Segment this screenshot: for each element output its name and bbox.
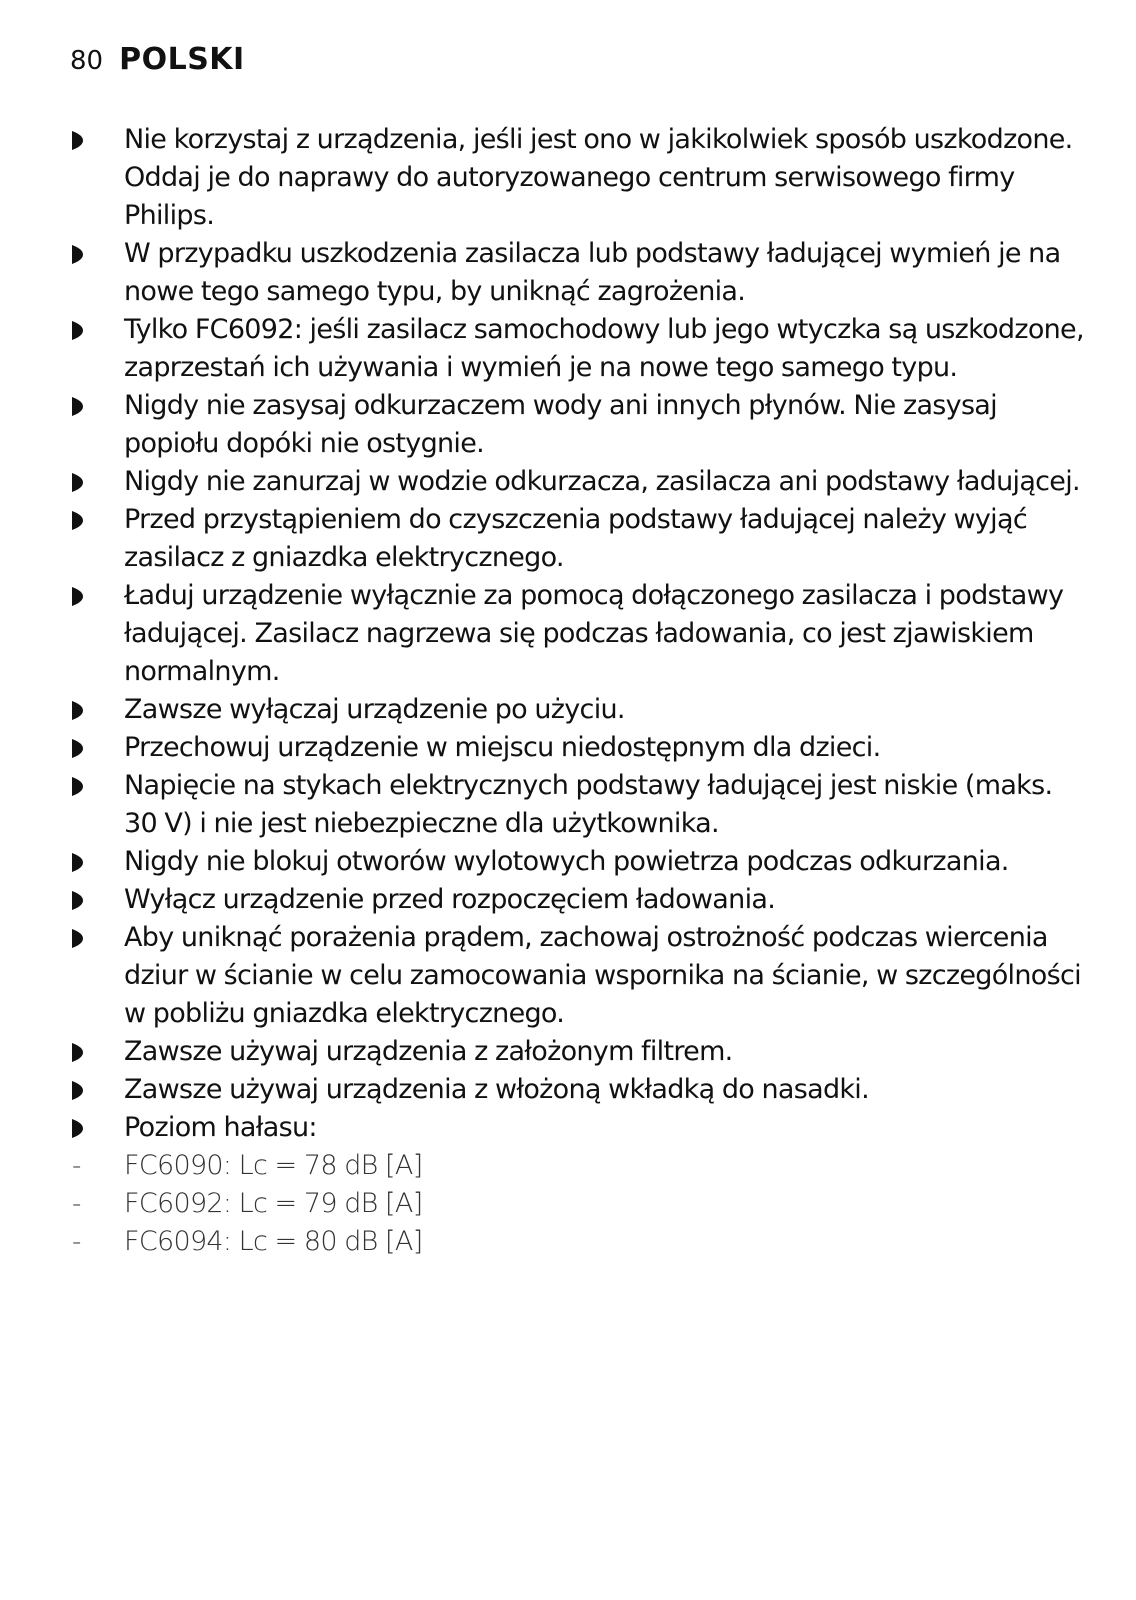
list-item-text: Nie korzystaj z urządzenia, jeśli jest ono w jakikolwiek sposób uszkodzone. Oddaj je do naprawy do autoryzowanego centrum serwisowego firmy Philips. [124, 124, 1073, 231]
list-item [70, 121, 1090, 235]
triangle-bullet-icon [72, 131, 83, 150]
triangle-bullet-icon [72, 1043, 83, 1062]
list-item [70, 1109, 1090, 1147]
triangle-bullet-icon [72, 1119, 83, 1138]
list-item [70, 843, 1090, 881]
list-item-text: Nigdy nie zasysaj odkurzaczem wody ani innych płynów. Nie zasysaj popiołu dopóki nie ostygnie. [124, 390, 997, 459]
list-item-text: Zawsze wyłączaj urządzenie po użyciu. [124, 694, 625, 725]
dash-icon: - [72, 1189, 81, 1219]
list-item [70, 1033, 1090, 1071]
list-item [70, 311, 1090, 387]
triangle-bullet-icon [72, 511, 83, 530]
list-item-text: Poziom hałasu: [124, 1112, 317, 1143]
list-item-text: Nigdy nie blokuj otworów wylotowych powietrza podczas odkurzania. [124, 846, 1009, 877]
list-item [70, 767, 1090, 843]
page-header [70, 42, 245, 86]
triangle-bullet-icon [72, 1081, 83, 1100]
list-item [70, 501, 1090, 577]
list-item-text: Nigdy nie zanurzaj w wodzie odkurzacza, zasilacza ani podstawy ładującej. [124, 466, 1080, 497]
noise-level-text: FC6092: Lc = 79 dB [A] [124, 1188, 423, 1219]
list-item-text: Ładuj urządzenie wyłącznie za pomocą dołączonego zasilacza i podstawy ładującej. Zasilacz nagrzewa się podczas ładowania, co jest zjawiskiem normalnym. [124, 580, 1064, 687]
triangle-bullet-icon [72, 245, 83, 264]
triangle-bullet-icon [72, 929, 83, 948]
triangle-bullet-icon [72, 397, 83, 416]
list-item [70, 1071, 1090, 1109]
list-item-text: Napięcie na stykach elektrycznych podstawy ładującej jest niskie (maks. 30 V) i nie jest niebezpieczne dla użytkownika. [124, 770, 1053, 839]
list-item [70, 235, 1090, 311]
triangle-bullet-icon [72, 587, 83, 606]
list-item [70, 691, 1090, 729]
list-item-text: Przed przystąpieniem do czyszczenia podstawy ładującej należy wyjąć zasilacz z gniazdka elektrycznego. [124, 504, 1027, 573]
triangle-bullet-icon [72, 777, 83, 796]
noise-level-text: FC6090: Lc = 78 dB [A] [124, 1150, 423, 1181]
list-item-text: Wyłącz urządzenie przed rozpoczęciem ładowania. [124, 884, 776, 915]
list-item [70, 881, 1090, 919]
list-item [70, 463, 1090, 501]
list-item-text: Tylko FC6092: jeśli zasilacz samochodowy lub jego wtyczka są uszkodzone, zaprzestań ich używania i wymień je na nowe tego samego typu. [124, 314, 1084, 383]
triangle-bullet-icon [72, 891, 83, 910]
list-item-text: Zawsze używaj urządzenia z założonym filtrem. [124, 1036, 733, 1067]
noise-level-item [70, 1223, 1090, 1261]
triangle-bullet-icon [72, 473, 83, 492]
safety-instructions-list [70, 121, 1090, 1261]
list-item [70, 387, 1090, 463]
section-title: POLSKI [119, 42, 245, 77]
triangle-bullet-icon [72, 321, 83, 340]
list-item [70, 577, 1090, 691]
list-item-text: Zawsze używaj urządzenia z włożoną wkładką do nasadki. [124, 1074, 869, 1105]
page-number: 80 [70, 46, 104, 76]
noise-level-item [70, 1147, 1090, 1185]
dash-icon: - [72, 1151, 81, 1181]
list-item [70, 729, 1090, 767]
triangle-bullet-icon [72, 739, 83, 758]
triangle-bullet-icon [72, 853, 83, 872]
noise-level-text: FC6094: Lc = 80 dB [A] [124, 1226, 423, 1257]
list-item-text: Aby uniknąć porażenia prądem, zachowaj ostrożność podczas wiercenia dziur w ścianie w celu zamocowania wspornika na ścianie, w szczególności w pobliżu gniazdka elektrycznego. [124, 922, 1081, 1029]
list-item-text: W przypadku uszkodzenia zasilacza lub podstawy ładującej wymień je na nowe tego samego typu, by uniknąć zagrożenia. [124, 238, 1061, 307]
dash-icon: - [72, 1227, 81, 1257]
triangle-bullet-icon [72, 701, 83, 720]
list-item-text: Przechowuj urządzenie w miejscu niedostępnym dla dzieci. [124, 732, 881, 763]
list-item [70, 919, 1090, 1033]
noise-level-item [70, 1185, 1090, 1223]
